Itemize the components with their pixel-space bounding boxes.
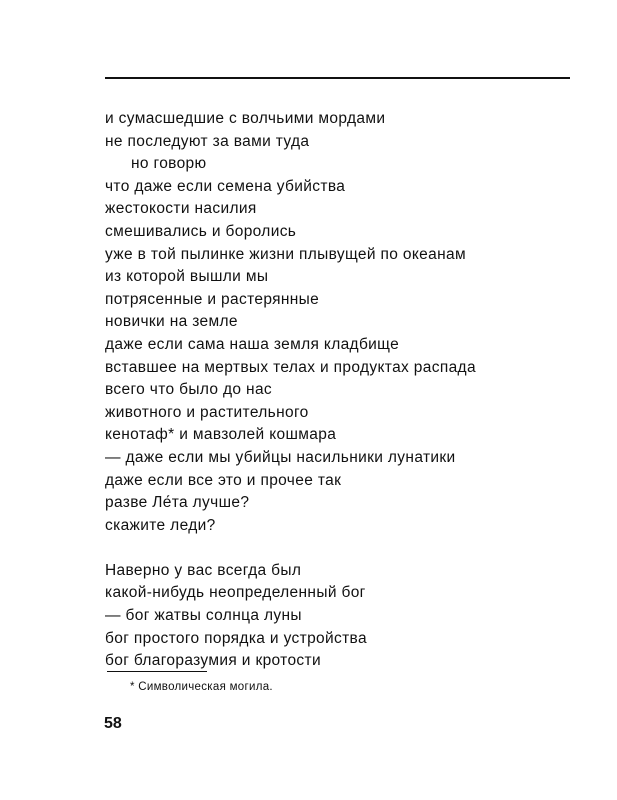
poem-line: не последуют за вами туда — [105, 132, 310, 150]
poem-line: животного и растительного — [105, 403, 309, 421]
poem-line: из которой вышли мы — [105, 268, 269, 286]
poem-line: смешивались и боролись — [105, 222, 297, 240]
poem-line: — даже если мы убийцы насильники лунатики — [105, 448, 456, 466]
poem-line: уже в той пылинке жизни плывущей по океанам — [105, 245, 467, 263]
footnote: * Символическая могила. — [130, 681, 273, 693]
poem-line: даже если все это и прочее так — [105, 471, 342, 489]
poem-line: даже если сама наша земля кладбище — [105, 335, 400, 353]
poem-line: кенотаф* и мавзолей кошмара — [105, 426, 337, 444]
poem-line: но говорю — [131, 155, 207, 173]
poem-line: скажите леди? — [105, 516, 216, 534]
poem-line: бог благоразумия и кротости — [105, 652, 321, 670]
poem-line: что даже если семена убийства — [105, 177, 346, 195]
poem-line: всего что было до нас — [105, 381, 273, 399]
poem-line: жестокости насилия — [105, 200, 257, 218]
header-rule — [105, 77, 570, 79]
poem-line: потрясенные и растерянные — [105, 290, 320, 308]
poem-line: новички на земле — [105, 313, 238, 331]
poem-line: какой-нибудь неопределенный бог — [105, 584, 366, 602]
footnote-rule — [107, 671, 207, 672]
poem-line: — бог жатвы солнца луны — [105, 607, 302, 625]
poem-line: вставшее на мертвых телах и продуктах распада — [105, 358, 476, 376]
stanza-break — [105, 537, 585, 560]
poem-line: разве Ле́та лучше? — [105, 494, 250, 512]
poem-text — [105, 108, 585, 673]
poem-line: бог простого порядка и устройства — [105, 629, 367, 647]
poem-line: и сумасшедшие с волчьими мордами — [105, 110, 386, 127]
poem-line: Наверно у вас всегда был — [105, 561, 302, 579]
page-number: 58 — [104, 715, 122, 732]
